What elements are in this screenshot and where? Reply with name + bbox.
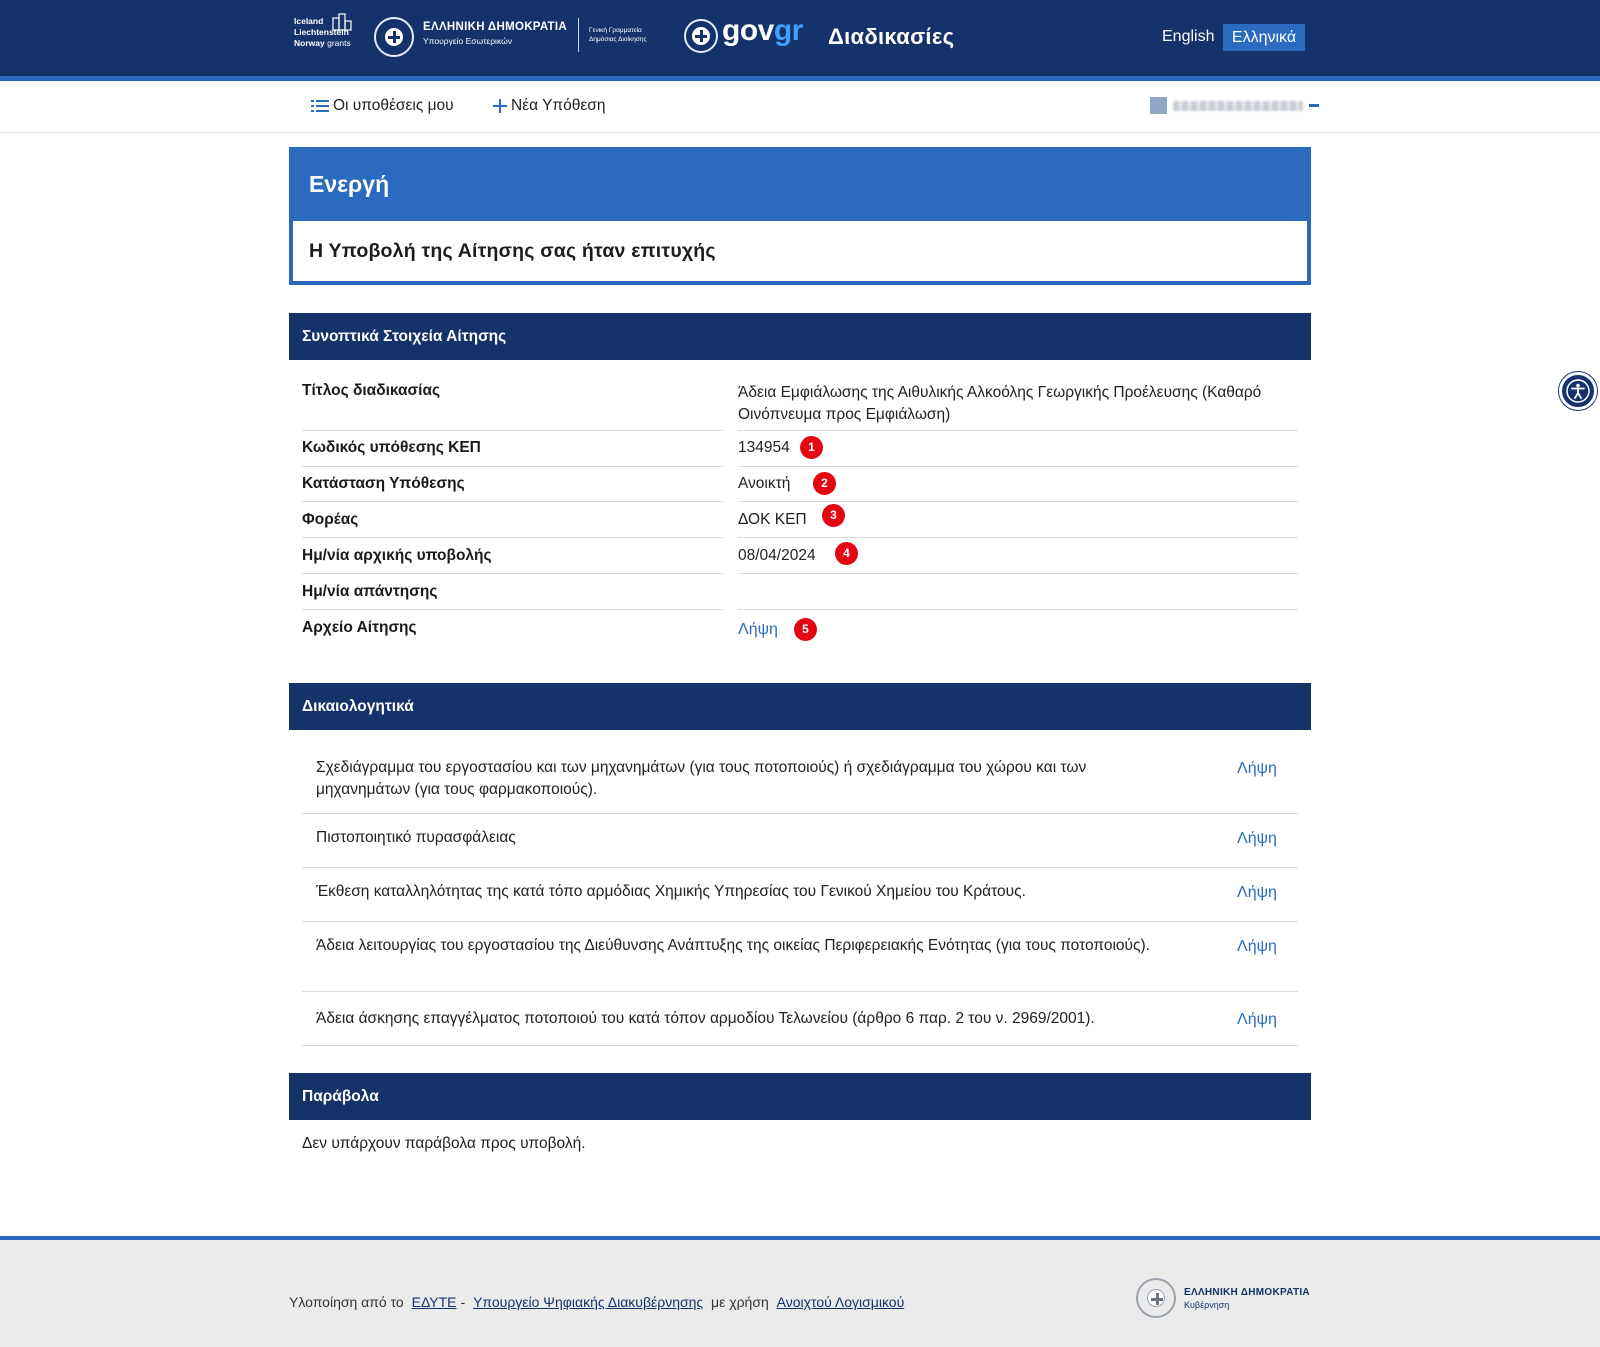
eea-grants-logo[interactable]	[294, 16, 366, 49]
language-greek[interactable]: Ελληνικά	[1223, 24, 1305, 51]
row-divider	[738, 430, 1298, 431]
sub-navigation	[0, 81, 1600, 133]
summary-value-case-status: Ανοικτή	[738, 475, 791, 492]
row-divider	[302, 430, 724, 431]
grants-mark-icon	[331, 12, 355, 34]
row-divider	[738, 573, 1298, 574]
grants-line-1: Iceland	[294, 16, 324, 26]
row-divider	[738, 501, 1298, 502]
greek-seal-icon	[1136, 1278, 1176, 1318]
document-text: Σχεδιάγραμμα του εργοστασίου και των μηχανημάτων (για τους ποτοποιούς) ή σχεδιάγραμμα του χώρου και των μηχανημάτων (για τους φαρμακοποιούς).	[316, 759, 1087, 798]
document-row	[302, 992, 1298, 1046]
summary-label-title: Τίτλος διαδικασίας	[302, 382, 441, 399]
document-download-link[interactable]: Λήψη	[1237, 938, 1277, 955]
accessibility-button[interactable]	[1559, 372, 1597, 410]
ministry-subtitle: Υπουργείο Εσωτερικών	[423, 36, 512, 46]
annotation-marker-3: 3	[822, 504, 845, 527]
summary-label-application-file: Αρχείο Αίτησης	[302, 619, 417, 636]
footer-separator: -	[460, 1294, 466, 1310]
accessibility-icon	[1566, 379, 1590, 403]
document-row	[302, 730, 1298, 814]
document-download-link[interactable]: Λήψη	[1237, 884, 1277, 901]
footer	[0, 1236, 1600, 1347]
ministry-logo[interactable]	[423, 21, 567, 46]
footer-link-ministry[interactable]: Υπουργείο Ψηφιακής Διακυβέρνησης	[473, 1294, 704, 1310]
document-row	[302, 814, 1298, 868]
row-divider	[302, 466, 724, 467]
user-name-redacted	[1173, 101, 1303, 111]
ministry-title: ΕΛΛΗΝΙΚΗ ΔΗΜΟΚΡΑΤΙΑ	[423, 21, 567, 33]
top-header	[0, 0, 1600, 76]
document-row	[302, 922, 1298, 992]
document-text: Πιστοποιητικό πυρασφάλειας	[316, 829, 516, 846]
user-menu-indicator	[1309, 104, 1319, 107]
new-case-link[interactable]	[493, 97, 605, 115]
footer-brand-title: ΕΛΛΗΝΙΚΗ ΔΗΜΟΚΡΑΤΙΑ	[1184, 1286, 1310, 1298]
summary-label-agency: Φορέας	[302, 511, 359, 528]
footer-link-open-source[interactable]: Ανοιχτού Λογισμικού	[776, 1294, 905, 1310]
document-download-link[interactable]: Λήψη	[1237, 760, 1277, 777]
document-text: Έκθεση καταλληλότητας της κατά τόπο αρμόδιας Χημικής Υπηρεσίας του Γενικού Χημείου του Κράτους.	[316, 883, 1026, 900]
greek-seal-icon	[374, 17, 414, 57]
summary-label-case-code: Κωδικός υπόθεσης ΚΕΠ	[302, 439, 481, 456]
status-title: Ενεργή	[309, 171, 390, 197]
document-row	[302, 868, 1298, 922]
summary-value-agency: ΔΟΚ ΚΕΠ	[738, 511, 807, 528]
govgr-seal-icon	[684, 19, 718, 53]
grants-line-2: Liechtenstein	[294, 27, 349, 37]
document-text: Άδεια άσκησης επαγγέλματος ποτοποιού του κατά τόπον αρμοδίου Τελωνείου (άρθρο 6 παρ. 2 του ν. 2969/2001).	[316, 1010, 1095, 1027]
govgr-logo[interactable]	[722, 14, 803, 48]
new-case-label: Νέα Υπόθεση	[511, 97, 606, 114]
govgr-gr: gr	[773, 14, 803, 47]
footer-mid-text: με χρήση	[711, 1294, 769, 1310]
footer-government-logo[interactable]	[1136, 1278, 1310, 1318]
summary-label-submission-date: Ημ/νία αρχικής υποβολής	[302, 547, 492, 564]
footer-link-edyte[interactable]: ΕΔΥΤΕ	[411, 1294, 457, 1310]
summary-value-submission-date: 08/04/2024	[738, 547, 816, 564]
language-english[interactable]: English	[1162, 28, 1215, 45]
footer-brand-subtitle: Κυβέρνηση	[1184, 1299, 1230, 1310]
row-divider	[302, 573, 724, 574]
row-divider	[738, 466, 1298, 467]
row-divider	[738, 609, 1298, 610]
user-icon	[1150, 97, 1167, 114]
annotation-marker-5: 5	[794, 618, 817, 641]
footer-prefix: Υλοποίηση από το	[289, 1294, 404, 1310]
govgr-gov: gov	[722, 14, 774, 47]
gsdd-logo	[589, 26, 647, 44]
document-download-link[interactable]: Λήψη	[1237, 1011, 1277, 1028]
document-download-link[interactable]: Λήψη	[1237, 830, 1277, 847]
fees-message: Δεν υπάρχουν παράβολα προς υποβολή.	[302, 1135, 586, 1152]
annotation-marker-1: 1	[800, 436, 823, 459]
summary-label-response-date: Ημ/νία απάντησης	[302, 583, 438, 600]
summary-heading: Συνοπτικά Στοιχεία Αίτησης	[289, 313, 1311, 360]
annotation-marker-2: 2	[813, 472, 836, 495]
summary-value-title: Άδεια Εμφιάλωσης της Αιθυλικής Αλκοόλης Γεωργικής Προέλευσης (Καθαρό Οινόπνευμα προς Εμφιάλωση)	[738, 384, 1262, 423]
my-cases-link[interactable]	[311, 97, 454, 115]
documents-heading: Δικαιολογητικά	[289, 683, 1311, 730]
application-file-download-link[interactable]: Λήψη	[738, 621, 778, 638]
gsdd-line-2: Δημόσιας Διοίκησης	[589, 36, 647, 43]
gsdd-line-1: Γενική Γραμματεία	[589, 27, 642, 34]
row-divider	[302, 501, 724, 502]
status-message-box	[293, 221, 1307, 281]
list-icon	[311, 99, 329, 113]
grants-line-3: Norway	[294, 38, 325, 48]
app-title[interactable]: Διαδικασίες	[828, 24, 955, 49]
grants-word: grants	[327, 38, 351, 48]
footer-credits	[289, 1294, 908, 1310]
document-text: Άδεια λειτουργίας του εργοστασίου της Διεύθυνσης Ανάπτυξης της οικείας Περιφερειακής Ενότητας (για τους ποτοποιούς).	[316, 937, 1150, 954]
plus-icon	[493, 99, 507, 113]
row-divider	[302, 537, 724, 538]
user-menu[interactable]	[1150, 97, 1319, 114]
summary-value-case-code: 134954	[738, 439, 790, 456]
summary-label-case-status: Κατάσταση Υπόθεσης	[302, 475, 465, 492]
status-message: Η Υποβολή της Αίτησης σας ήταν επιτυχής	[309, 240, 716, 262]
row-divider	[738, 537, 1298, 538]
header-divider	[578, 18, 579, 52]
my-cases-label: Οι υποθέσεις μου	[333, 97, 454, 114]
annotation-marker-4: 4	[835, 542, 858, 565]
row-divider	[302, 609, 724, 610]
status-panel	[289, 147, 1311, 285]
fees-heading: Παράβολα	[289, 1073, 1311, 1120]
